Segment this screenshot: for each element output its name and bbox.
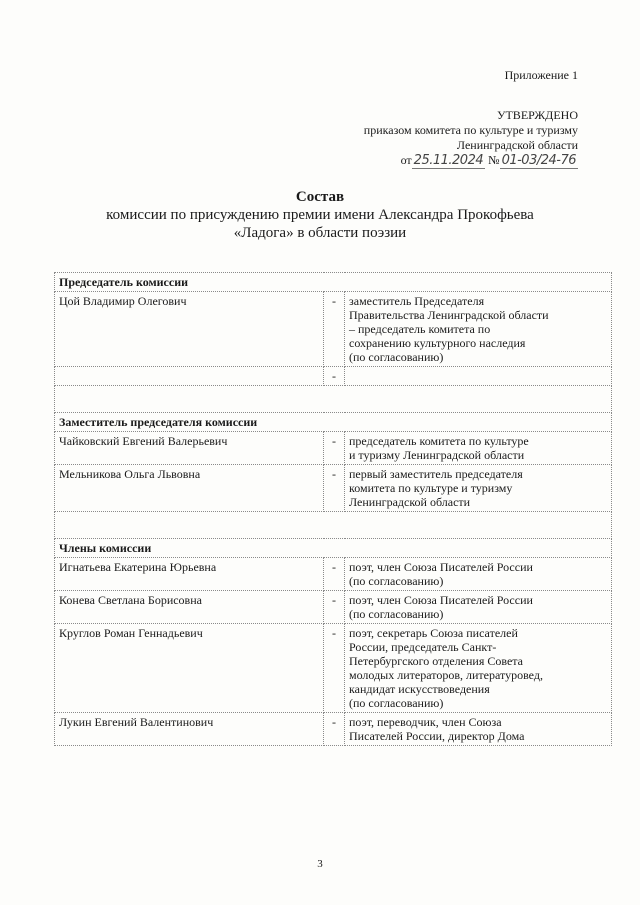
member-name: Игнатьева Екатерина Юрьевна: [55, 558, 324, 591]
role-line: поэт, член Союза Писателей России: [349, 560, 533, 574]
member-role: [345, 292, 612, 367]
member-role: [345, 591, 612, 624]
number-prefix: №: [488, 153, 500, 167]
approved-label: УТВЕРЖДЕНО: [496, 108, 578, 122]
page-number: 3: [317, 858, 323, 870]
date-prefix: от: [400, 153, 412, 167]
section-gap-cell: [55, 386, 612, 413]
role-line: председатель комитета по культуре: [349, 434, 529, 448]
region-line: Ленинградской области: [456, 138, 578, 152]
document-title: [0, 188, 640, 242]
member-role: [345, 624, 612, 713]
section-gap-row: [55, 512, 612, 539]
member-name: Цой Владимир Олегович: [55, 292, 324, 367]
section-gap-cell: [55, 512, 612, 539]
order-line: приказом комитета по культуре и туризму: [363, 123, 578, 137]
member-role: [345, 558, 612, 591]
role-line: – председатель комитета по: [349, 322, 491, 336]
handwritten-date: 25.11.2024: [413, 153, 484, 168]
role-line: (по согласованию): [349, 696, 444, 710]
member-name: Конева Светлана Борисовна: [55, 591, 324, 624]
member-name: Чайковский Евгений Валерьевич: [55, 432, 324, 465]
appendix-label: Приложение 1: [504, 68, 578, 82]
section-heading: Председатель комиссии: [55, 273, 612, 292]
member-role: [345, 713, 612, 746]
member-row: [55, 591, 612, 624]
member-dash: -: [324, 558, 345, 591]
member-row: [55, 465, 612, 512]
member-role: [345, 432, 612, 465]
approval-block: [364, 108, 578, 168]
role-line: Правительства Ленинградской области: [349, 308, 549, 322]
role-line: комитета по культуре и туризму: [349, 481, 513, 495]
section-heading-row: [55, 413, 612, 432]
member-dash: -: [324, 713, 345, 746]
member-row: [55, 558, 612, 591]
section-heading-row: [55, 539, 612, 558]
role-line: кандидат искусствоведения: [349, 682, 490, 696]
role-line: поэт, секретарь Союза писателей: [349, 626, 518, 640]
role-line: России, председатель Санкт-: [349, 640, 497, 654]
section-heading-row: [55, 273, 612, 292]
role-line: Ленинградской области: [349, 495, 471, 509]
role-line: (по согласованию): [349, 350, 444, 364]
section-heading: Заместитель председателя комиссии: [55, 413, 612, 432]
role-line: (по согласованию): [349, 574, 444, 588]
member-name: Лукин Евгений Валентинович: [55, 713, 324, 746]
section-heading: Члены комиссии: [55, 539, 612, 558]
handwritten-number: 01-03/24-76: [501, 153, 576, 168]
role-line: сохранению культурного наследия: [349, 336, 526, 350]
role-line: поэт, член Союза Писателей России: [349, 593, 533, 607]
role-line: (по согласованию): [349, 607, 444, 621]
role-line: Петербургского отделения Совета: [349, 654, 523, 668]
spacer-row: [55, 367, 612, 386]
member-row: [55, 432, 612, 465]
member-role: [345, 465, 612, 512]
member-name: Мельникова Ольга Львовна: [55, 465, 324, 512]
title-main: Состав: [295, 189, 345, 205]
role-line: первый заместитель председателя: [349, 467, 523, 481]
commission-table: [54, 272, 612, 746]
role-line: Писателей России, директор Дома: [349, 729, 525, 743]
date-number-line: [364, 153, 578, 168]
role-line: и туризму Ленинградской области: [349, 448, 525, 462]
title-line-2: «Ладога» в области поэзии: [233, 225, 407, 241]
spacer-cell: [345, 367, 612, 386]
member-name: Круглов Роман Геннадьевич: [55, 624, 324, 713]
member-dash: -: [324, 465, 345, 512]
spacer-dash: -: [324, 367, 345, 386]
member-dash: -: [324, 292, 345, 367]
member-dash: -: [324, 591, 345, 624]
member-row: [55, 292, 612, 367]
member-dash: -: [324, 432, 345, 465]
member-row: [55, 713, 612, 746]
member-dash: -: [324, 624, 345, 713]
spacer-cell: [55, 367, 324, 386]
role-line: молодых литераторов, литературовед,: [349, 668, 543, 682]
role-line: поэт, переводчик, член Союза: [349, 715, 502, 729]
member-row: [55, 624, 612, 713]
role-line: заместитель Председателя: [349, 294, 485, 308]
section-gap-row: [55, 386, 612, 413]
title-line-1: комиссии по присуждению премии имени Александра Прокофьева: [106, 207, 534, 223]
